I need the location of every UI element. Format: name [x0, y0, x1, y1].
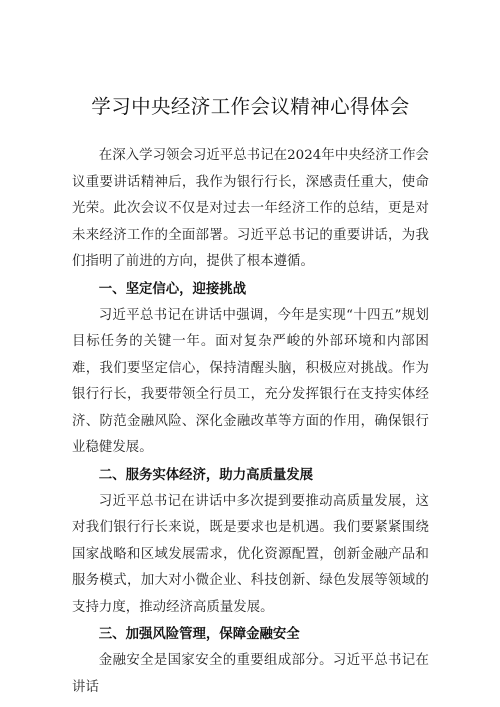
section-2-heading: 二、服务实体经济，助力高质量发展: [98, 467, 314, 483]
section-1-paragraph: 习近平总书记在讲话中强调，今年是实现“十四五”规划目标任务的关键一年。面对复杂严峻的外部环境和内部困难，我们要坚定信心，保持清醒头脑，积极应对挑战。作为银行行长，我要带领全行员工，充分发挥银行在支持实体经济、防范金融风险、深化金融改革等方面的作用，确保银行业稳健发展。: [72, 307, 429, 455]
intro-paragraph: 在深入学习领会习近平总书记在2024年中央经济工作会议重要讲话精神后，我作为银行行长，深感责任重大，使命光荣。此次会议不仅是对过去一年经济工作的总结，更是对未来经济工作的全面部署。习近平总书记的重要讲话，为我们指明了前进的方向，提供了根本遵循。: [72, 148, 429, 269]
section-3-heading: 三、加强风险管理，保障金融安全: [98, 627, 300, 642]
section-1-heading: 一、坚定信心，迎接挑战: [98, 281, 247, 297]
section-2-paragraph: 习近平总书记在讲话中多次提到要推动高质量发展，这对我们银行行长来说，既是要求也是机遇。我们要紧紧围绕国家战略和区域发展需求，优化资源配置，创新金融产品和服务模式，加大对小微企业、科技创新、绿色发展等领域的支持力度，推动经济高质量发展。: [72, 493, 429, 615]
section-3-paragraph: 金融安全是国家安全的重要组成部分。习近平总书记在讲话: [72, 653, 429, 695]
document-title: 学习中央经济工作会议精神心得体会: [91, 95, 410, 118]
